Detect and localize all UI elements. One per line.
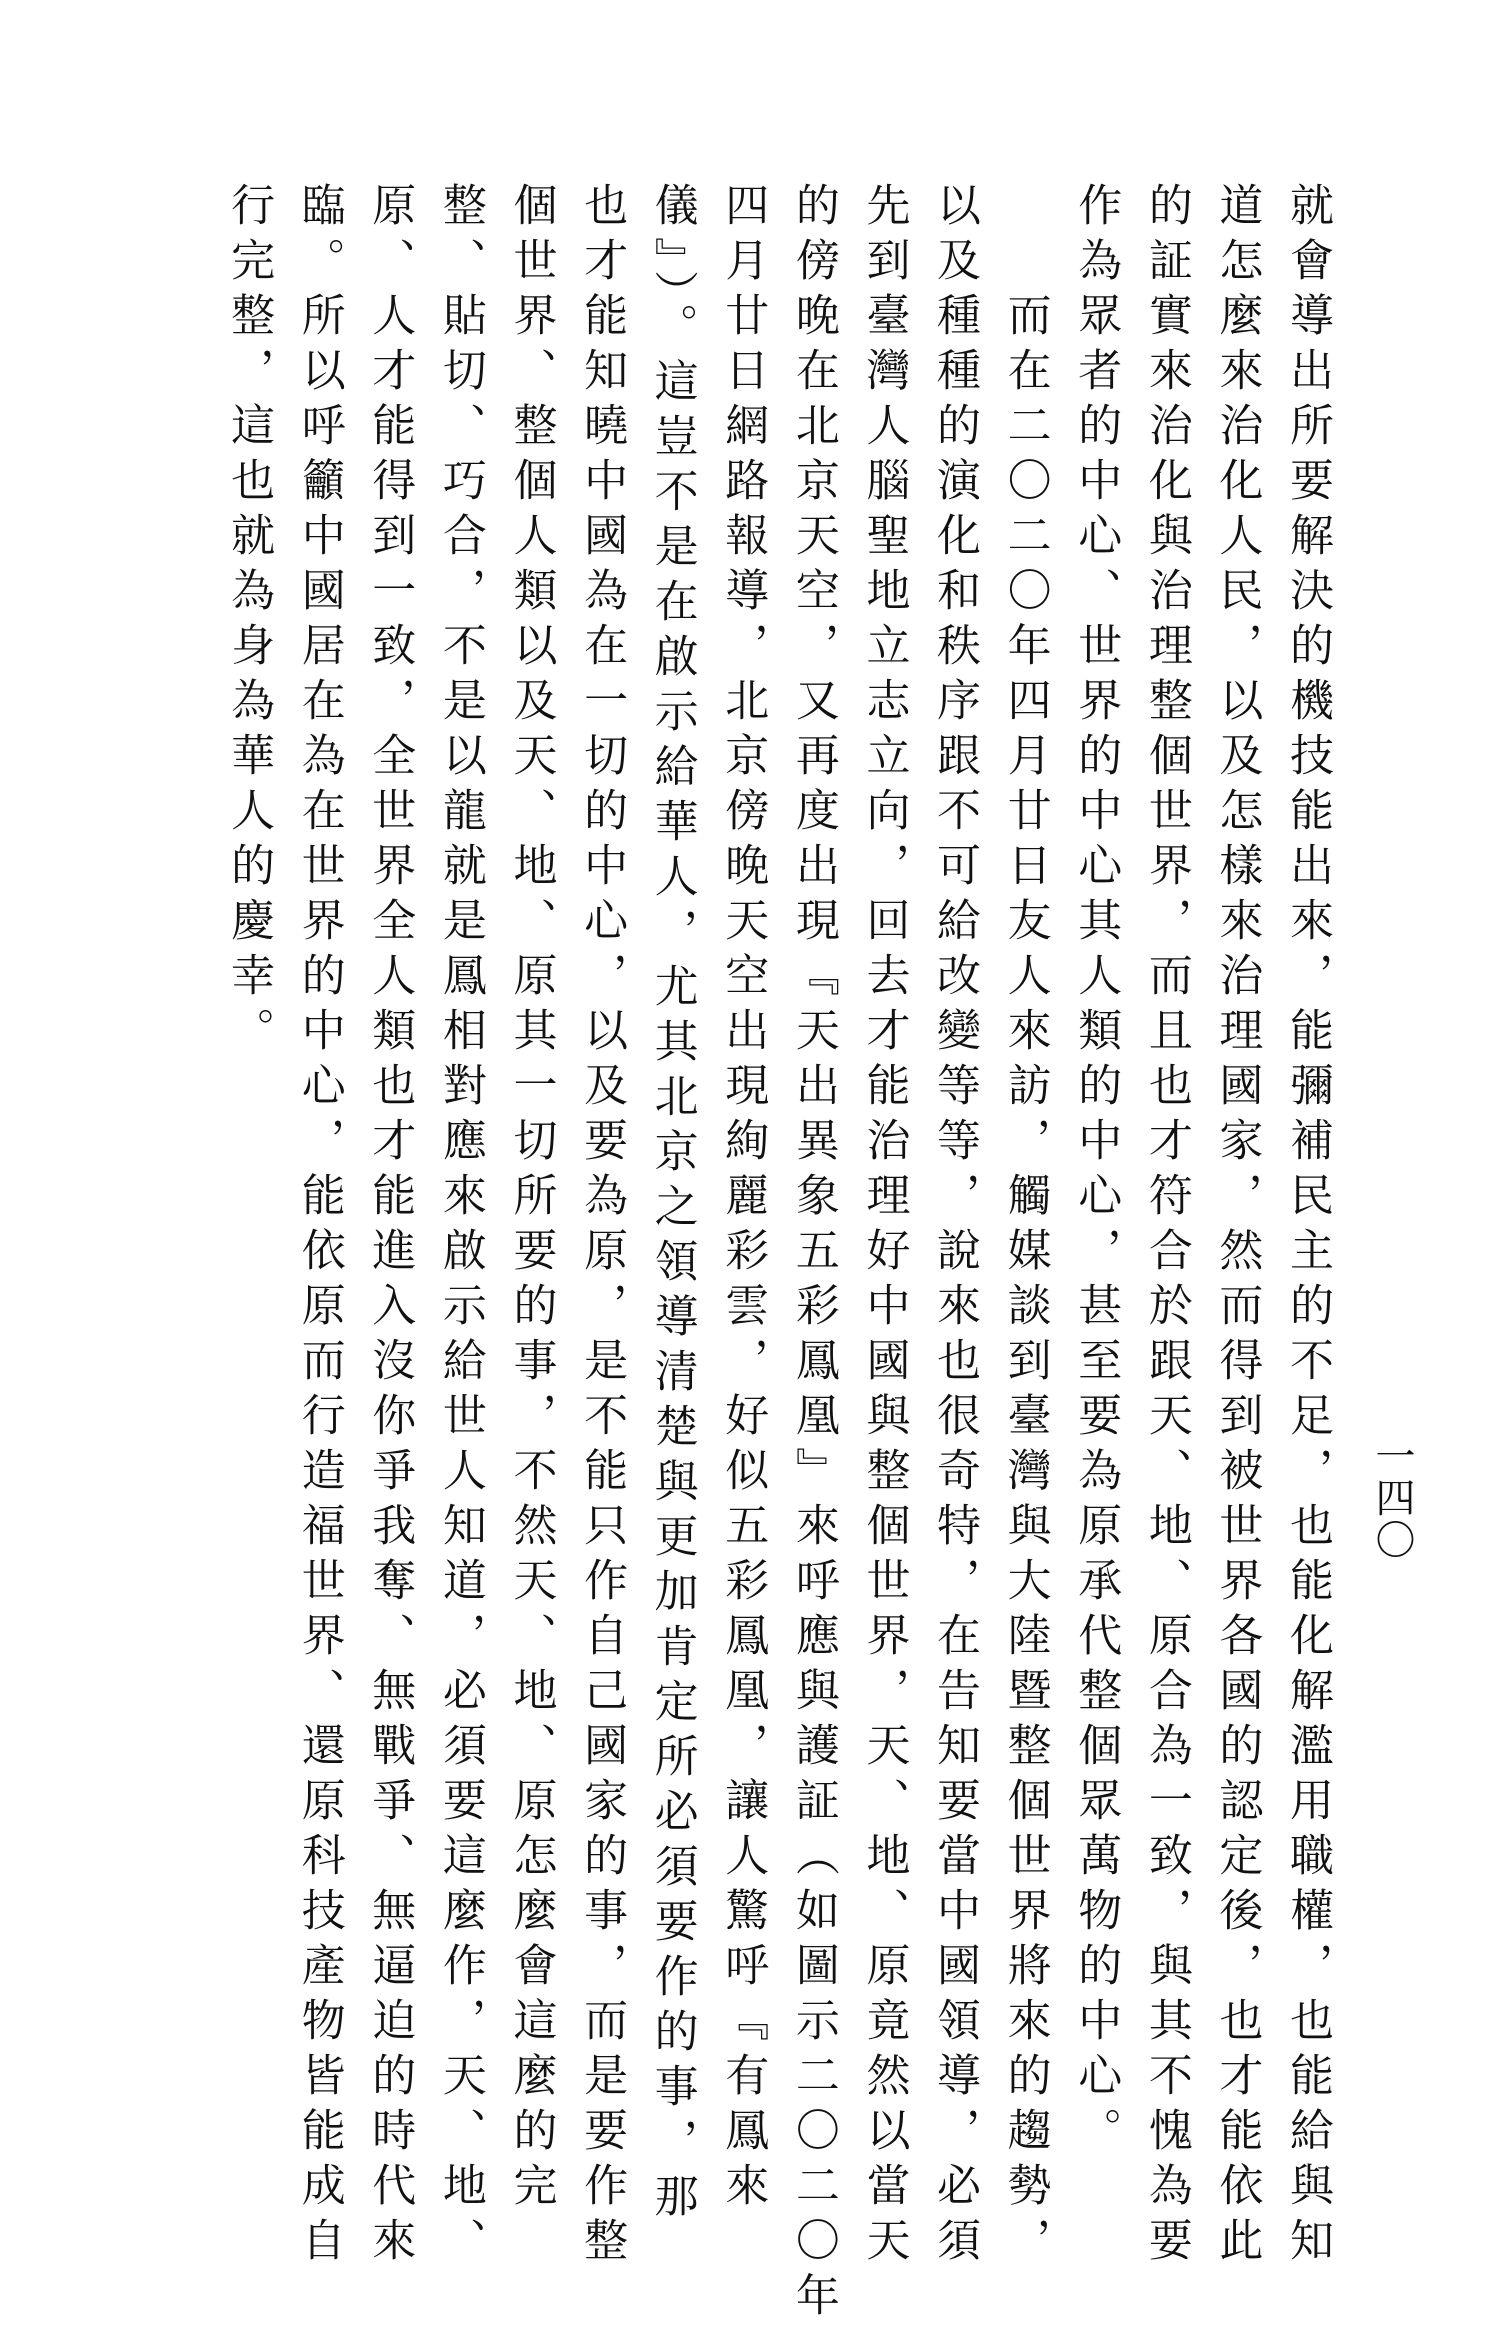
text-line: 以及種種的演化和秩序跟不可給改變等等，說來也很奇特，在告知要當中國領導，必須 bbox=[929, 182, 981, 2272]
text-line: 就會導出所要解決的機技能出來，能彌補民主的不足，也能化解濫用職權，也能給與知 bbox=[1282, 182, 1333, 2272]
text-line: 的証實來治化與治理整個世界，而且也才符合於跟天、地、原合為一致，與其不愧為要 bbox=[1140, 182, 1192, 2272]
text-line: 也才能知曉中國為在一切的中心，以及要為原，是不能只作自己國家的事，而是要作整 bbox=[576, 182, 628, 2272]
page-number: 一四〇 bbox=[1369, 1435, 1415, 1561]
text-line: 個世界、整個人類以及天、地、原其一切所要的事，不然天、地、原怎麼會這麼的完 bbox=[505, 182, 557, 2217]
text-line: 而在二〇二〇年四月廿日友人來訪，觸媒談到臺灣與大陸暨整個世界將來的趨勢， bbox=[999, 182, 1051, 2272]
text-line: 整、貼切、巧合，不是以龍就是鳳相對應來啟示給世人知道，必須要這麼作，天、地、 bbox=[434, 182, 486, 2272]
text-line: 儀』）。這豈不是在啟示給華人，尤其北京之領導清楚與更加肯定所必須要作的事，那 bbox=[646, 182, 698, 2228]
text-line: 作為眾者的中心、世界的中心其人類的中心，甚至要為原承代整個眾萬物的中心。 bbox=[1070, 182, 1122, 2162]
body-text bbox=[213, 182, 1343, 2327]
text-line: 臨。所以呼籲中國居在為在世界的中心，能依原而行造福世界、還原科技產物皆能成自 bbox=[293, 182, 345, 2272]
text-line: 原、人才能得到一致，全世界全人類也才能進入沒你爭我奪、無戰爭、無逼迫的時代來 bbox=[364, 182, 416, 2272]
text-line: 道怎麼來治化人民，以及怎樣來治理國家，然而得到被世界各國的認定後，也才能依此 bbox=[1211, 182, 1263, 2272]
text-line: 先到臺灣人腦聖地立志立向，回去才能治理好中國與整個世界，天、地、原竟然以當天 bbox=[858, 182, 910, 2272]
text-line: 行完整，這也就為身為華人的慶幸。 bbox=[223, 182, 275, 1062]
text-line: 四月廿日網路報導，北京傍晚天空出現絢麗彩雲，好似五彩鳳凰，讓人驚呼『有鳳來 bbox=[717, 182, 769, 2217]
text-line: 的傍晚在北京天空，又再度出現『天出異象五彩鳳凰』來呼應與護証（如圖示二〇二〇年 bbox=[787, 182, 839, 2327]
